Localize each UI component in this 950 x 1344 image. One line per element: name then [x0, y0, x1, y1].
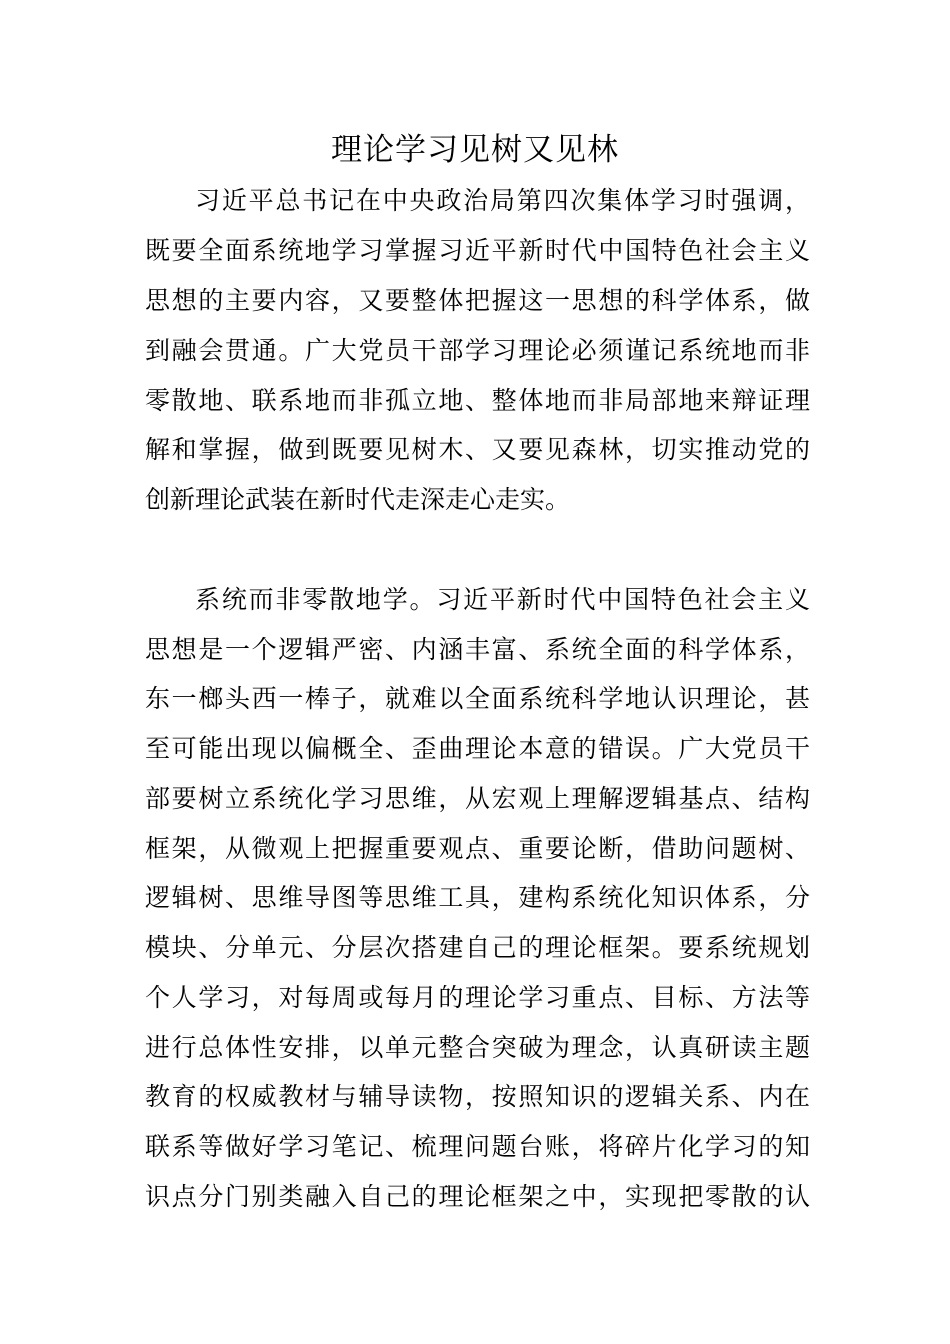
document-title: 理论学习见树又见林	[331, 132, 619, 168]
paragraph-2-line: 思想是一个逻辑严密、内涵丰富、系统全面的科学体系，	[145, 635, 810, 664]
paragraph-1-line: 思想的主要内容，又要整体把握这一思想的科学体系，做	[145, 286, 810, 315]
paragraph-2-line: 框架，从微观上把握重要观点、重要论断，借助问题树、	[145, 834, 810, 863]
paragraph-2-line: 至可能出现以偏概全、歪曲理论本意的错误。广大党员干	[145, 734, 810, 763]
paragraph-2-line: 个人学习，对每周或每月的理论学习重点、目标、方法等	[145, 983, 810, 1012]
paragraph-2-line: 部要树立系统化学习思维，从宏观上理解逻辑基点、结构	[145, 784, 810, 813]
paragraph-1-line: 解和掌握，做到既要见树木、又要见森林，切实推动党的	[145, 435, 810, 464]
paragraph-2-line: 东一榔头西一棒子，就难以全面系统科学地认识理论，甚	[145, 684, 810, 713]
paragraph-2-line: 识点分门别类融入自己的理论框架之中，实现把零散的认	[145, 1182, 810, 1211]
paragraph-1-line: 到融会贯通。广大党员干部学习理论必须谨记系统地而非	[145, 336, 810, 365]
paragraph-2-line: 逻辑树、思维导图等思维工具，建构系统化知识体系，分	[145, 883, 810, 912]
paragraph-2-line: 模块、分单元、分层次搭建自己的理论框架。要系统规划	[145, 933, 810, 962]
paragraph-1-line: 既要全面系统地学习掌握习近平新时代中国特色社会主义	[145, 236, 810, 265]
paragraph-1-line: 创新理论武装在新时代走深走心走实。	[145, 485, 571, 514]
paragraph-2-line: 系统而非零散地学。习近平新时代中国特色社会主义	[195, 585, 810, 614]
paragraph-1-line: 零散地、联系地而非孤立地、整体地而非局部地来辩证理	[145, 386, 810, 415]
paragraph-2-line: 教育的权威教材与辅导读物，按照知识的逻辑关系、内在	[145, 1082, 810, 1111]
paragraph-2-line: 进行总体性安排，以单元整合突破为理念，认真研读主题	[145, 1033, 810, 1062]
paragraph-2-line: 联系等做好学习笔记、梳理问题台账，将碎片化学习的知	[145, 1132, 810, 1161]
paragraph-1-line: 习近平总书记在中央政治局第四次集体学习时强调，	[195, 186, 810, 215]
